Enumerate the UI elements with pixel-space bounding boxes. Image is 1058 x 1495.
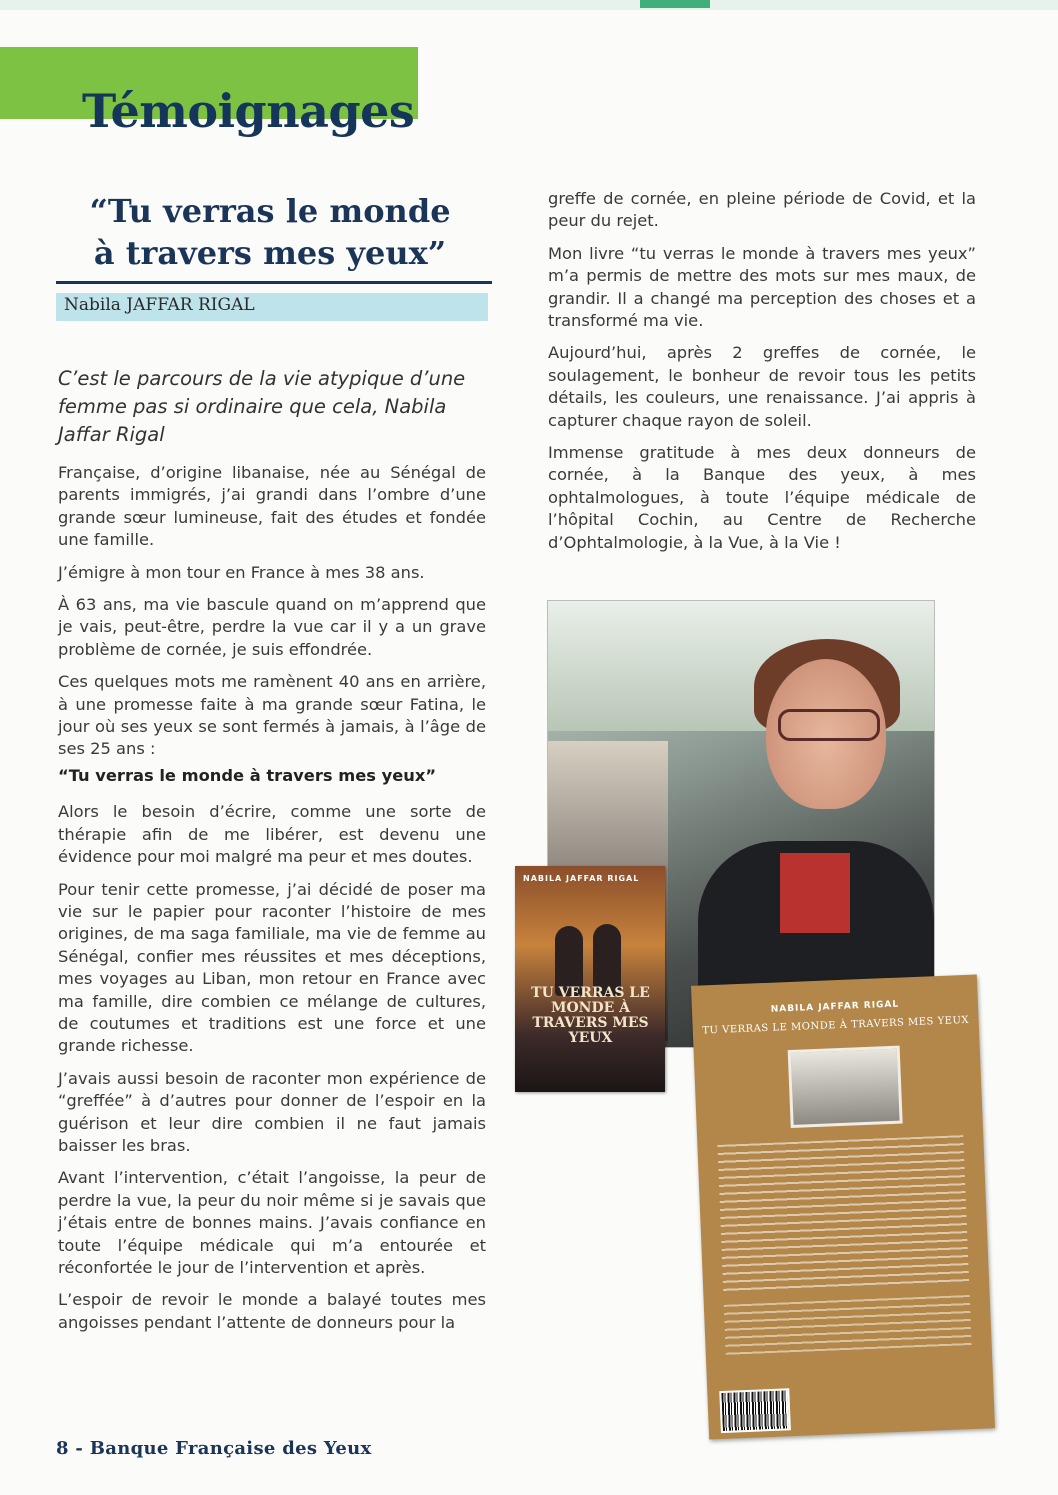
book-back-blurb	[717, 1135, 969, 1295]
book-back-author: NABILA JAFFAR RIGAL	[770, 999, 900, 1015]
paragraph: Pour tenir cette promesse, j’ai décidé de poser ma vie sur le papier pour raconter l’histoire de mes origines, de ma saga familiale, ma vie de femme au Sénégal, confier mes réussites et mes déceptions, mes voyages au Liban, mon retour en France avec ma famille, dire combien ce mélange de cultures, de coutumes et traditions est une force et une grande richesse.	[58, 879, 486, 1056]
paragraph: J’émigre à mon tour en France à mes 38 ans.	[58, 562, 425, 582]
book-back-cover	[691, 974, 995, 1439]
article-intro: C’est le parcours de la vie atypique d’une femme pas si ordinaire que cela, Nabila Jaffar Rigal	[58, 367, 466, 446]
page-footer: 8 - Banque Française des Yeux	[56, 1438, 372, 1459]
pull-quote: “Tu verras le monde à travers mes yeux”	[58, 765, 437, 785]
paragraph: Française, d’origine libanaise, née au Sénégal de parents immigrés, j’ai grandi dans l’ombre d’une grande sœur lumineuse, fait des études et fondée une famille.	[58, 463, 486, 550]
book-front-cover	[515, 866, 665, 1092]
paragraph: J’avais aussi besoin de raconter mon expérience de “greffée” à d’autres pour donner de l’espoir en la guérison et leur dire combien il ne faut jamais baisser les bras.	[58, 1068, 486, 1155]
photo-shirt	[780, 853, 850, 933]
book-front-author: NABILA JAFFAR RIGAL	[523, 874, 640, 883]
book-back-title: TU VERRAS LE MONDE À TRAVERS MES YEUX	[702, 1014, 970, 1037]
left-column	[58, 462, 486, 1344]
section-title: Témoignages	[82, 84, 415, 138]
paragraph: Avant l’intervention, c’était l’angoisse, la peur de perdre la vue, la peur du noir même si je savais que j’étais entre de bonnes mains. J’avais confiance en toute l’équipe médicale qui m’a entourée et réconfortée le jour de l’intervention et après.	[58, 1168, 486, 1277]
article-title-line1: “Tu verras le monde	[89, 192, 451, 230]
paragraph: Aujourd’hui, après 2 greffes de cornée, le soulagement, le bonheur de revoir tous les petits détails, les couleurs, une renaissance. J’ai appris à capturer chaque rayon de soleil.	[548, 343, 976, 430]
top-band	[0, 0, 1058, 10]
article-title	[60, 190, 480, 274]
barcode-icon	[719, 1388, 791, 1433]
article-title-line2: à travers mes yeux”	[93, 234, 447, 272]
paragraph: L’espoir de revoir le monde a balayé toutes mes angoisses pendant l’attente de donneurs pour la	[58, 1290, 486, 1332]
author-name: Nabila JAFFAR RIGAL	[64, 295, 255, 315]
paragraph: À 63 ans, ma vie bascule quand on m’apprend que je vais, peut-être, perdre la vue car il y a un grave problème de cornée, je suis effondrée.	[58, 595, 486, 659]
paragraph: Immense gratitude à mes deux donneurs de cornée, à la Banque des yeux, à mes ophtalmologues, à toute l’équipe médicale de l’hôpital Cochin, au Centre de Recherche d’Ophtalmologie, à la Vue, à la Vie !	[548, 443, 976, 552]
book-front-title: TU VERRAS LE MONDE À TRAVERS MES YEUX	[531, 985, 650, 1046]
title-rule	[56, 281, 492, 284]
right-column	[548, 188, 976, 564]
book-back-blurb	[724, 1295, 972, 1355]
paragraph: Alors le besoin d’écrire, comme une sorte de thérapie afin de me libérer, est devenu une évidence pour moi malgré ma peur et mes doutes.	[58, 802, 486, 867]
top-accent	[640, 0, 710, 8]
paragraph: greffe de cornée, en pleine période de Covid, et la peur du rejet.	[548, 189, 976, 231]
paragraph: Ces quelques mots me ramènent 40 ans en arrière, à une promesse faite à ma grande sœur Fatina, le jour où ses yeux se sont fermés à jamais, à l’âge de ses 25 ans :	[58, 672, 486, 759]
book-back-photo	[788, 1046, 903, 1128]
paragraph: Mon livre “tu verras le monde à travers mes yeux” m’a permis de mettre des mots sur mes maux, de grandir. Il a changé ma perception des choses et a transformé ma vie.	[548, 243, 976, 331]
photo-glasses	[778, 709, 880, 741]
